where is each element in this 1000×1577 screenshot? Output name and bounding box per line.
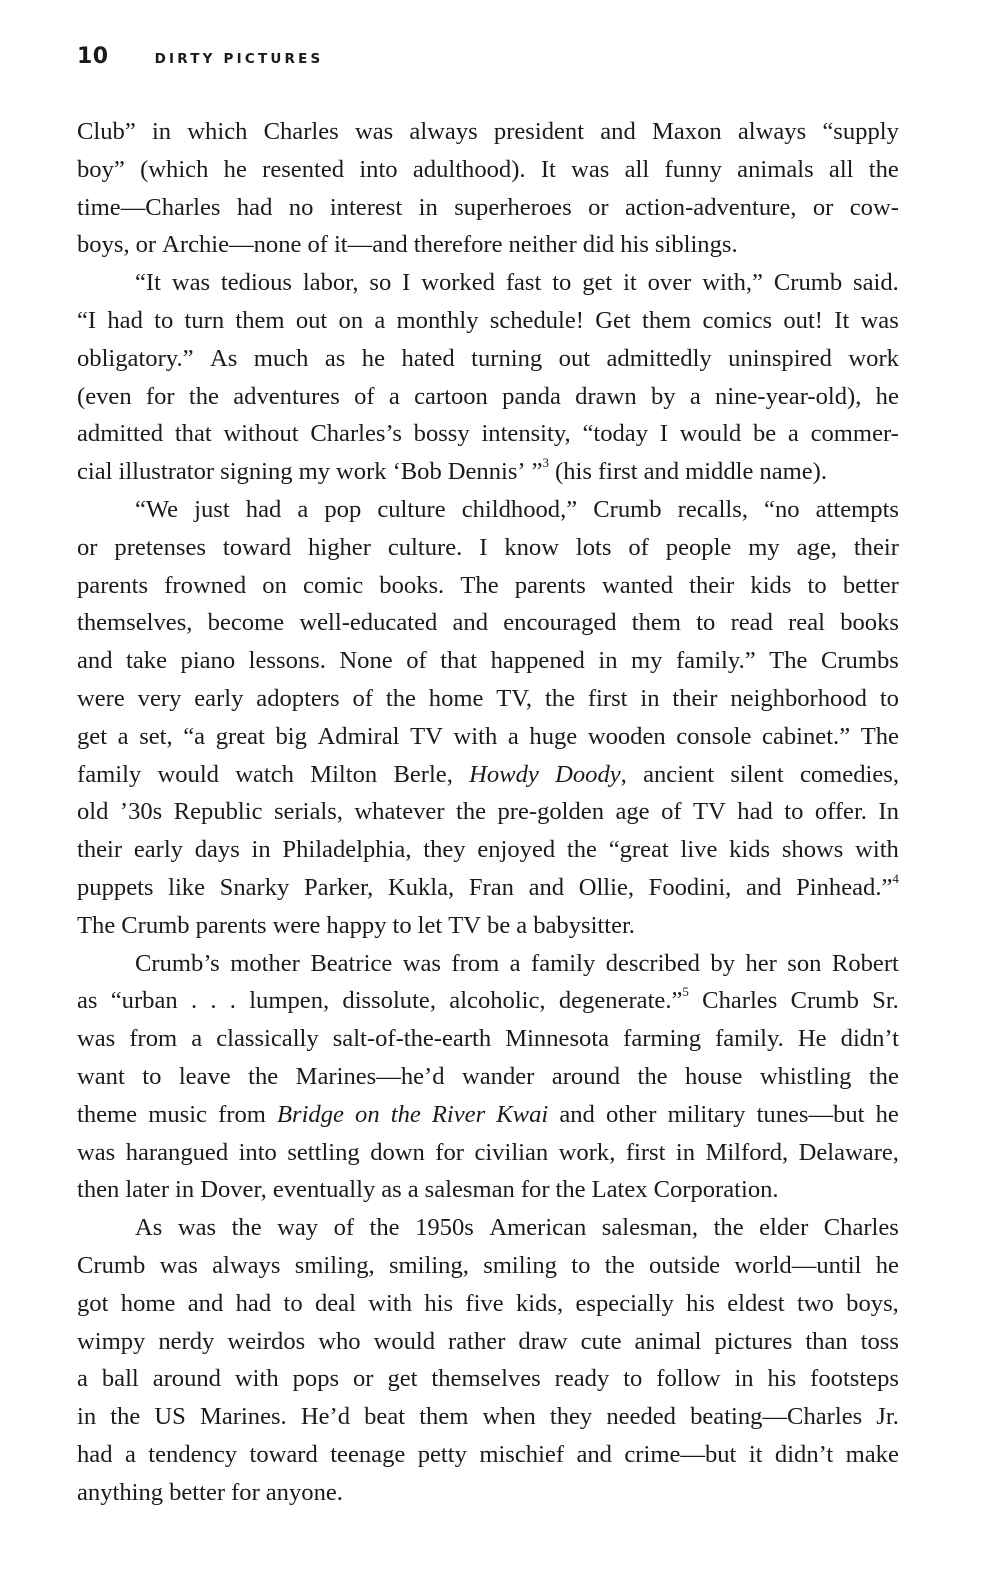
text-line: Club” in which Charles was always president and Maxon always “supply bbox=[77, 118, 899, 145]
body-text bbox=[77, 113, 899, 1511]
text-line: was from a classically salt-of-the-earth Minnesota farming family. He didn’t bbox=[77, 1025, 899, 1053]
text-line: boys, or Archie—none of it—and therefore neither did his siblings. bbox=[77, 231, 738, 259]
text-line: parents frowned on comic books. The parents wanted their kids to better bbox=[77, 571, 899, 599]
text-line: “We just had a pop culture childhood,” Crumb recalls, “no attempts bbox=[135, 495, 899, 523]
text-line: wimpy nerdy weirdos who would rather draw cute animal pictures than toss bbox=[77, 1327, 899, 1355]
text-line: “I had to turn them out on a monthly schedule! Get them comics out! It was bbox=[77, 306, 899, 334]
text-line: want to leave the Marines—he’d wander around the house whistling the bbox=[77, 1062, 899, 1090]
running-head: DIRTY PICTURES bbox=[154, 51, 324, 67]
text-line: puppets like Snarky Parker, Kukla, Fran and Ollie, Foodini, and Pinhead.”$^4$ bbox=[77, 870, 899, 901]
text-line: had a tendency toward teenage petty mischief and crime—but it didn’t make bbox=[77, 1440, 899, 1468]
text-line: Crumb’s mother Beatrice was from a family described by her son Robert bbox=[135, 949, 899, 977]
text-line: was harangued into settling down for civilian work, first in Milford, Delaware, bbox=[77, 1138, 899, 1166]
text-line: or pretenses toward higher culture. I know lots of people my age, their bbox=[77, 533, 899, 561]
text-line: As was the way of the 1950s American salesman, the elder Charles bbox=[135, 1214, 899, 1242]
text-line: a ball around with pops or get themselves ready to follow in his footsteps bbox=[77, 1365, 899, 1393]
text-line: anything better for anyone. bbox=[77, 1478, 343, 1506]
text-line: and take piano lessons. None of that happened in my family.” The Crumbs bbox=[77, 647, 899, 675]
text-line: cial illustrator signing my work ‘Bob Dennis’ ”$^3$ (his first and middle name). bbox=[77, 454, 827, 486]
text-line: then later in Dover, eventually as a salesman for the Latex Corporation. bbox=[77, 1176, 779, 1204]
text-line: in the US Marines. He’d beat them when they needed beating—Charles Jr. bbox=[77, 1403, 899, 1431]
text-line: were very early adopters of the home TV, the first in their neighborhood to bbox=[77, 684, 899, 712]
text-line: obligatory.” As much as he hated turning out admittedly uninspired work bbox=[77, 344, 899, 372]
text-line: admitted that without Charles’s bossy intensity, “today I would be a commer- bbox=[77, 420, 899, 448]
text-line: The Crumb parents were happy to let TV be a babysitter. bbox=[77, 911, 635, 939]
text-line: theme music from Bridge on the River Kwai and other military tunes—but he bbox=[77, 1100, 899, 1128]
text-line: old ’30s Republic serials, whatever the pre-golden age of TV had to offer. In bbox=[77, 798, 899, 826]
page-number: 10 bbox=[77, 44, 109, 69]
text-line: “It was tedious labor, so I worked fast to get it over with,” Crumb said. bbox=[135, 269, 899, 297]
text-line: get a set, “a great big Admiral TV with a huge wooden console cabinet.” The bbox=[77, 722, 899, 750]
text-line: their early days in Philadelphia, they enjoyed the “great live kids shows with bbox=[77, 836, 899, 864]
text-line: themselves, become well-educated and encouraged them to read real books bbox=[77, 609, 899, 637]
text-line: got home and had to deal with his five kids, especially his eldest two boys, bbox=[77, 1289, 899, 1317]
page-header bbox=[77, 44, 323, 74]
text-line: Crumb was always smiling, smiling, smiling to the outside world—until he bbox=[77, 1251, 899, 1279]
text-line: boy” (which he resented into adulthood). It was all funny animals all the bbox=[77, 155, 899, 183]
text-line: as “urban . . . lumpen, dissolute, alcoholic, degenerate.”$^5$ Charles Crumb Sr. bbox=[77, 984, 899, 1015]
text-line: family would watch Milton Berle, Howdy Doody, ancient silent comedies, bbox=[77, 760, 899, 788]
text-line: time—Charles had no interest in superheroes or action-adventure, or cow- bbox=[77, 193, 899, 221]
text-line: (even for the adventures of a cartoon panda drawn by a nine-year-old), he bbox=[77, 382, 899, 410]
